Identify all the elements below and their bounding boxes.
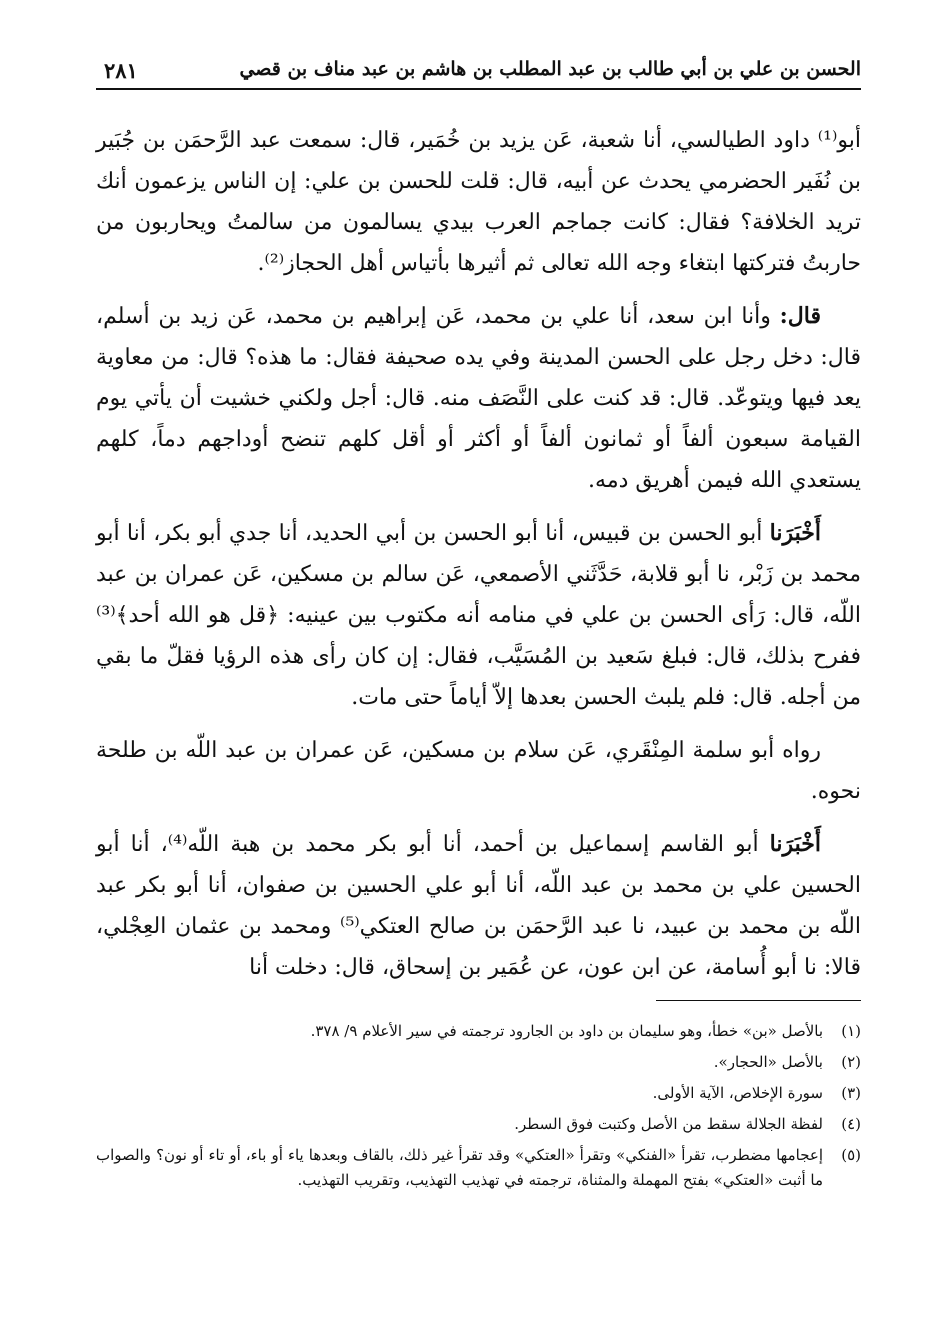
footnote-2 bbox=[96, 1050, 861, 1075]
footnote-text: بالأصل «بن» خطأ، وهو سليمان بن داود بن الجارود ترجمته في سير الأعلام ٩/ ٣٧٨. bbox=[310, 1022, 823, 1040]
footnote-number: (١) bbox=[841, 1022, 861, 1040]
footnote-number: (٥) bbox=[841, 1146, 861, 1164]
footnote-text: سورة الإخلاص، الآية الأولى. bbox=[652, 1084, 823, 1102]
footnote-divider bbox=[656, 1000, 861, 1001]
paragraph-3 bbox=[96, 513, 861, 718]
paragraph-1-text: أبو⁽¹⁾ داود الطيالسي، أنا شعبة، عَن يزيد بن خُمَير، قال: سمعت عبد الرَّحمَن بن جُبَير بن نُفَير الحضرمي يحدث عن أبيه، قال: قلت للحسن بن علي: إن الناس يزعمون أنك تريد الخلافة؟ فقال: كانت جماجم العرب بيدي يسالمون من سالمتُ ويحاربون من حاربتُ فتركتها ابتغاء وجه الله تعالى ثم أثيرها بأتياس أهل الحجاز⁽²⁾. bbox=[96, 128, 861, 276]
footnote-text: إعجامها مضطرب، تقرأ «الفنكي» وتقرأ «العتكي» وقد تقرأ غير ذلك، بالقاف وبعدها ياء أو باء، أو تاء أو نون؟ والصواب ما أثبت «العتكي» بفتح المهملة والمثناة، ترجمته في تهذيب التهذيب، وتقريب التهذيب. bbox=[96, 1146, 823, 1189]
paragraph-5 bbox=[96, 824, 861, 988]
page-number: ٢٨١ bbox=[104, 58, 138, 83]
footnote-4 bbox=[96, 1112, 861, 1137]
footnote-1 bbox=[96, 1019, 861, 1044]
footnote-3 bbox=[96, 1081, 861, 1106]
paragraph-5-text: أبو القاسم إسماعيل بن أحمد، أنا أبو بكر محمد بن هبة اللّه⁽⁴⁾، أنا أبو الحسين علي بن محمد بن عبد اللّه، أنا أبو علي الحسين بن صفوان، أنا أبو بكر عبد اللّه بن محمد بن عبيد، نا عبد الرَّحمَن بن صالح العتكي⁽⁵⁾ ومحمد بن عثمان العِجْلي، قالا: نا أبو أُسامة، عن ابن عون، عن عُمَير بن إسحاق، قال: دخلت أنا bbox=[96, 832, 861, 980]
paragraph-3-lead: أَخْبَرَنا bbox=[769, 520, 821, 546]
footnote-number: (٤) bbox=[841, 1115, 861, 1133]
footnote-5 bbox=[96, 1143, 861, 1193]
paragraph-5-lead: أَخْبَرَنا bbox=[769, 831, 821, 857]
footnote-number: (٢) bbox=[841, 1053, 861, 1071]
footnote-text: بالأصل «الحجار». bbox=[713, 1053, 823, 1071]
paragraph-4 bbox=[96, 730, 861, 812]
document-page bbox=[96, 52, 861, 1312]
paragraph-2-lead: قال: bbox=[779, 303, 821, 329]
running-title: الحسن بن علي بن أبي طالب بن عبد المطلب بن هاشم بن عبد مناف بن قصي bbox=[239, 58, 861, 80]
paragraph-4-text: رواه أبو سلمة المِنْقَري، عَن سلام بن مسكين، عَن عمران بن عبد اللّه بن طلحة نحوه. bbox=[96, 738, 861, 804]
main-text bbox=[96, 120, 861, 988]
footnote-text: لفظة الجلالة سقط من الأصل وكتبت فوق السطر. bbox=[514, 1115, 823, 1133]
running-header bbox=[96, 52, 861, 90]
paragraph-1 bbox=[96, 120, 861, 284]
footnote-number: (٣) bbox=[841, 1084, 861, 1102]
paragraph-2-text: وأنا ابن سعد، أنا علي بن محمد، عَن إبراهيم بن محمد، عَن زيد بن أسلم، قال: دخل رجل على الحسن المدينة وفي يده صحيفة فقال: ما هذه؟ قال: من معاوية يعد فيها ويتوعّد. قال: قد كنت على النَّصَف منه. قال: أجل ولكني خشيت أن يأتي يوم القيامة سبعون ألفاً أو ثمانون ألفاً أو أكثر أو أقل كلهم تنضح أوداجهم دماً، كلهم يستعدي الله فيمن أهريق دمه. bbox=[96, 304, 861, 493]
paragraph-2 bbox=[96, 296, 861, 501]
footnotes bbox=[96, 1019, 861, 1193]
paragraph-3-text: أبو الحسن بن قبيس، أنا أبو الحسن بن أبي الحديد، أنا جدي أبو بكر، أنا أبو محمد بن زَبْر، نا أبو قلابة، حَدَّثَني الأصمعي، عَن سالم بن مسكين، عَن عمران بن عبد اللّه، قال: رَأى الحسن بن علي في منامه أنه مكتوب بين عينيه: ﴿قل هو الله أحد﴾⁽³⁾ ففرح بذلك، قال: فبلغ سَعيد بن المُسَيَّب، فقال: إن كان رأى هذه الرؤيا فقلّ ما بقي من أجله. قال: فلم يلبث الحسن بعدها إلاّ أياماً حتى مات. bbox=[96, 521, 861, 710]
